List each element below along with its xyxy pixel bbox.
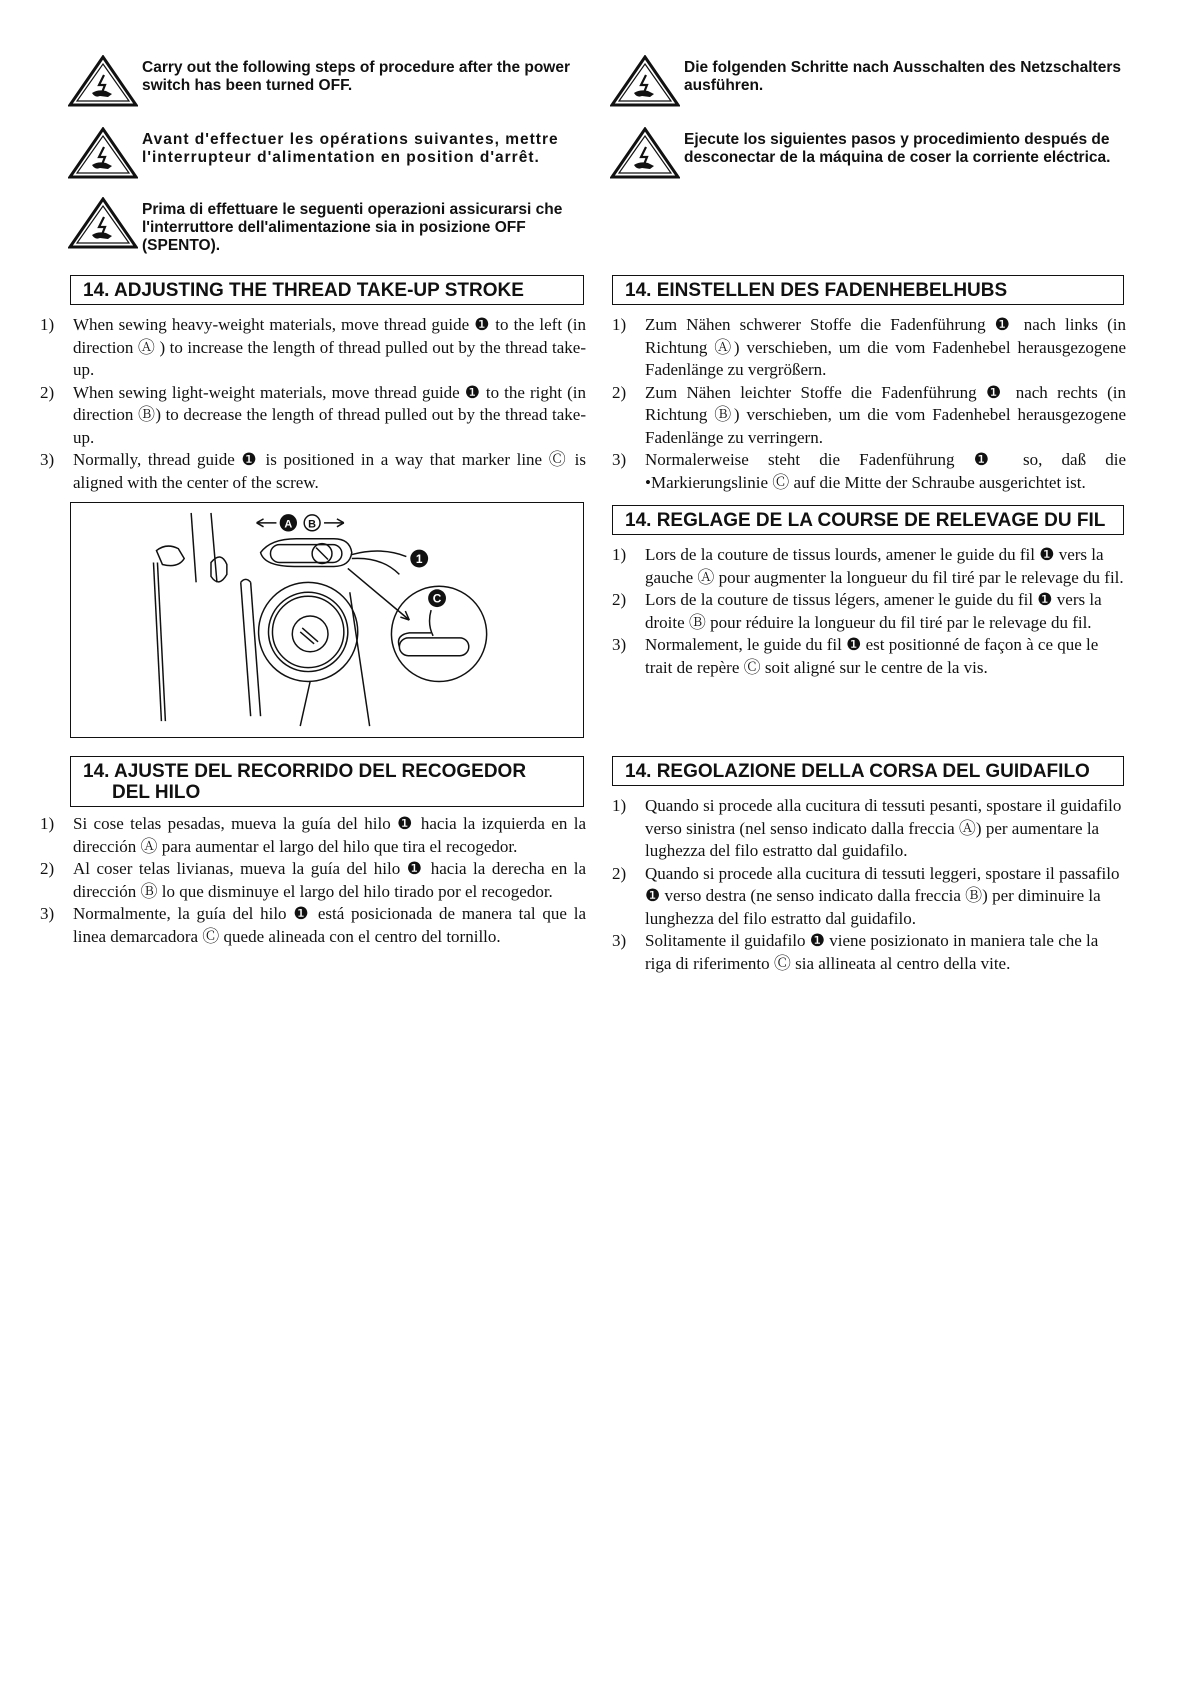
list-item: 1) Si cose telas pesadas, mueva la guía del hilo ❶ hacia la izquierda en la dirección Ⓐ para aumentar el largo del hilo que tira el recogedor. [40,814,586,856]
warning-en [68,55,588,107]
steps-list-fr [612,544,1126,679]
list-item: 1) Quando si procede alla cucitura di tessuti pesanti, spostare il guidafilo verso sinistra (nel senso indicato dalla freccia Ⓐ) per aumentare la lughezza del filo estratto dal guidafilo. [612,796,1122,860]
list-item: 3) Solitamente il guidafilo ❶ viene posizionato in maniera tale che la riga di riferimento Ⓒ sia allineata al centro della vite. [612,931,1099,973]
section-title-it: 14. REGOLAZIONE DELLA CORSA DEL GUIDAFILO [612,756,1124,786]
electric-shock-warning-icon [68,197,138,249]
section-title-line1: 14. AJUSTE DEL RECORRIDO DEL RECOGEDOR [83,761,527,782]
list-item: 3) Normalement, le guide du fil ❶ est positionné de façon à ce que le trait de repère Ⓒ soit aligné sur le centre de la vis. [612,635,1099,677]
label-1: 1 [415,551,423,566]
warning-de [610,55,1130,107]
list-item: 1) Zum Nähen schwerer Stoffe die Fadenführung ❶ nach links (in Richtung Ⓐ) verschieben, um die vom Fadenhebel herausgezogene Fadenlänge zu vergrößern. [612,315,1126,379]
steps-list-de [612,314,1126,494]
list-item: 2) When sewing light-weight materials, move thread guide ❶ to the right (in direction Ⓑ) to decrease the length of thread pulled out by the thread take-up. [40,382,586,447]
list-item: 2) Al coser telas livianas, mueva la guía del hilo ❶ hacia la derecha en la dirección Ⓑ lo que disminuye el largo del hilo tirado por el recogedor. [40,859,586,901]
list-item: 2) Lors de la couture de tissus légers, amener le guide du fil ❶ vers la droite Ⓑ pour réduire la longueur du fil tiré par le relevage du fil. [612,590,1102,632]
label-c: C [432,591,442,606]
warning-text: Avant d'effectuer les opérations suivantes, mettre l'interrupteur d'alimentation en position d'arrêt. [142,131,559,166]
label-b: B [308,518,317,531]
thread-guide-figure [70,502,584,738]
warning-text: Ejecute los siguientes pasos y procedimiento después de desconectar de la máquina de coser la corriente eléctrica. [684,131,1111,166]
list-item: 2) Zum Nähen leichter Stoffe die Fadenführung ❶ nach rechts (in Richtung Ⓑ) verschieben, um die vom Fadenhebel herausgezogene Fadenlänge zu verringern. [612,382,1126,447]
direction-arrows [257,515,344,531]
steps-list-en [40,314,586,494]
electric-shock-warning-icon [68,127,138,179]
list-item: 2) Quando si procede alla cucitura di tessuti leggeri, spostare il passafilo ❶ verso destra (ne senso indicato dalla freccia Ⓑ) per diminuire la lunghezza del filo estratto dal guidafilo. [612,863,1120,928]
list-item: 1) Lors de la couture de tissus lourds, amener le guide du fil ❶ vers la gauche Ⓐ pour augmenter la longueur du fil tiré par le relevage du fil. [612,545,1124,587]
thread-guide-diagram [71,503,583,737]
list-item: 1) When sewing heavy-weight materials, move thread guide ❶ to the left (in direction Ⓐ ) to increase the length of thread pulled out by the thread take-up. [40,315,586,379]
list-item: 3) Normalerweise steht die Fadenführung ❶ so, daß die •Markierungslinie Ⓒ auf die Mitte der Schraube ausgerichtet ist. [612,450,1126,492]
warning-fr [68,127,588,179]
section-title-de: 14. EINSTELLEN DES FADENHEBELHUBS [612,275,1124,305]
steps-list-es [40,813,586,948]
electric-shock-warning-icon [610,55,680,107]
warning-es [610,127,1135,179]
list-item: 3) Normally, thread guide ❶ is positioned in a way that marker line Ⓒ is aligned with the center of the screw. [40,450,586,492]
section-title-fr: 14. REGLAGE DE LA COURSE DE RELEVAGE DU FIL [612,505,1124,535]
section-title-es [70,756,584,807]
warning-text: Die folgenden Schritte nach Ausschalten des Netzschalters ausführen. [684,59,1121,94]
warning-text: Prima di effettuare le seguenti operazioni assicurarsi che l'interruttore dell'alimentazione sia in posizione OFF (SPENTO). [142,201,563,254]
electric-shock-warning-icon [610,127,680,179]
label-a: A [284,518,293,531]
section-title-en: 14. ADJUSTING THE THREAD TAKE-UP STROKE [70,275,584,305]
warning-it [68,197,588,255]
warning-text: Carry out the following steps of procedure after the power switch has been turned OFF. [142,59,571,94]
list-item: 3) Normalmente, la guía del hilo ❶ está posicionada de manera tal que la linea demarcadora Ⓒ quede alineada con el centro del tornillo. [40,904,586,946]
steps-list-it [612,795,1126,975]
section-title-line2: DEL HILO [112,782,201,803]
electric-shock-warning-icon [68,55,138,107]
